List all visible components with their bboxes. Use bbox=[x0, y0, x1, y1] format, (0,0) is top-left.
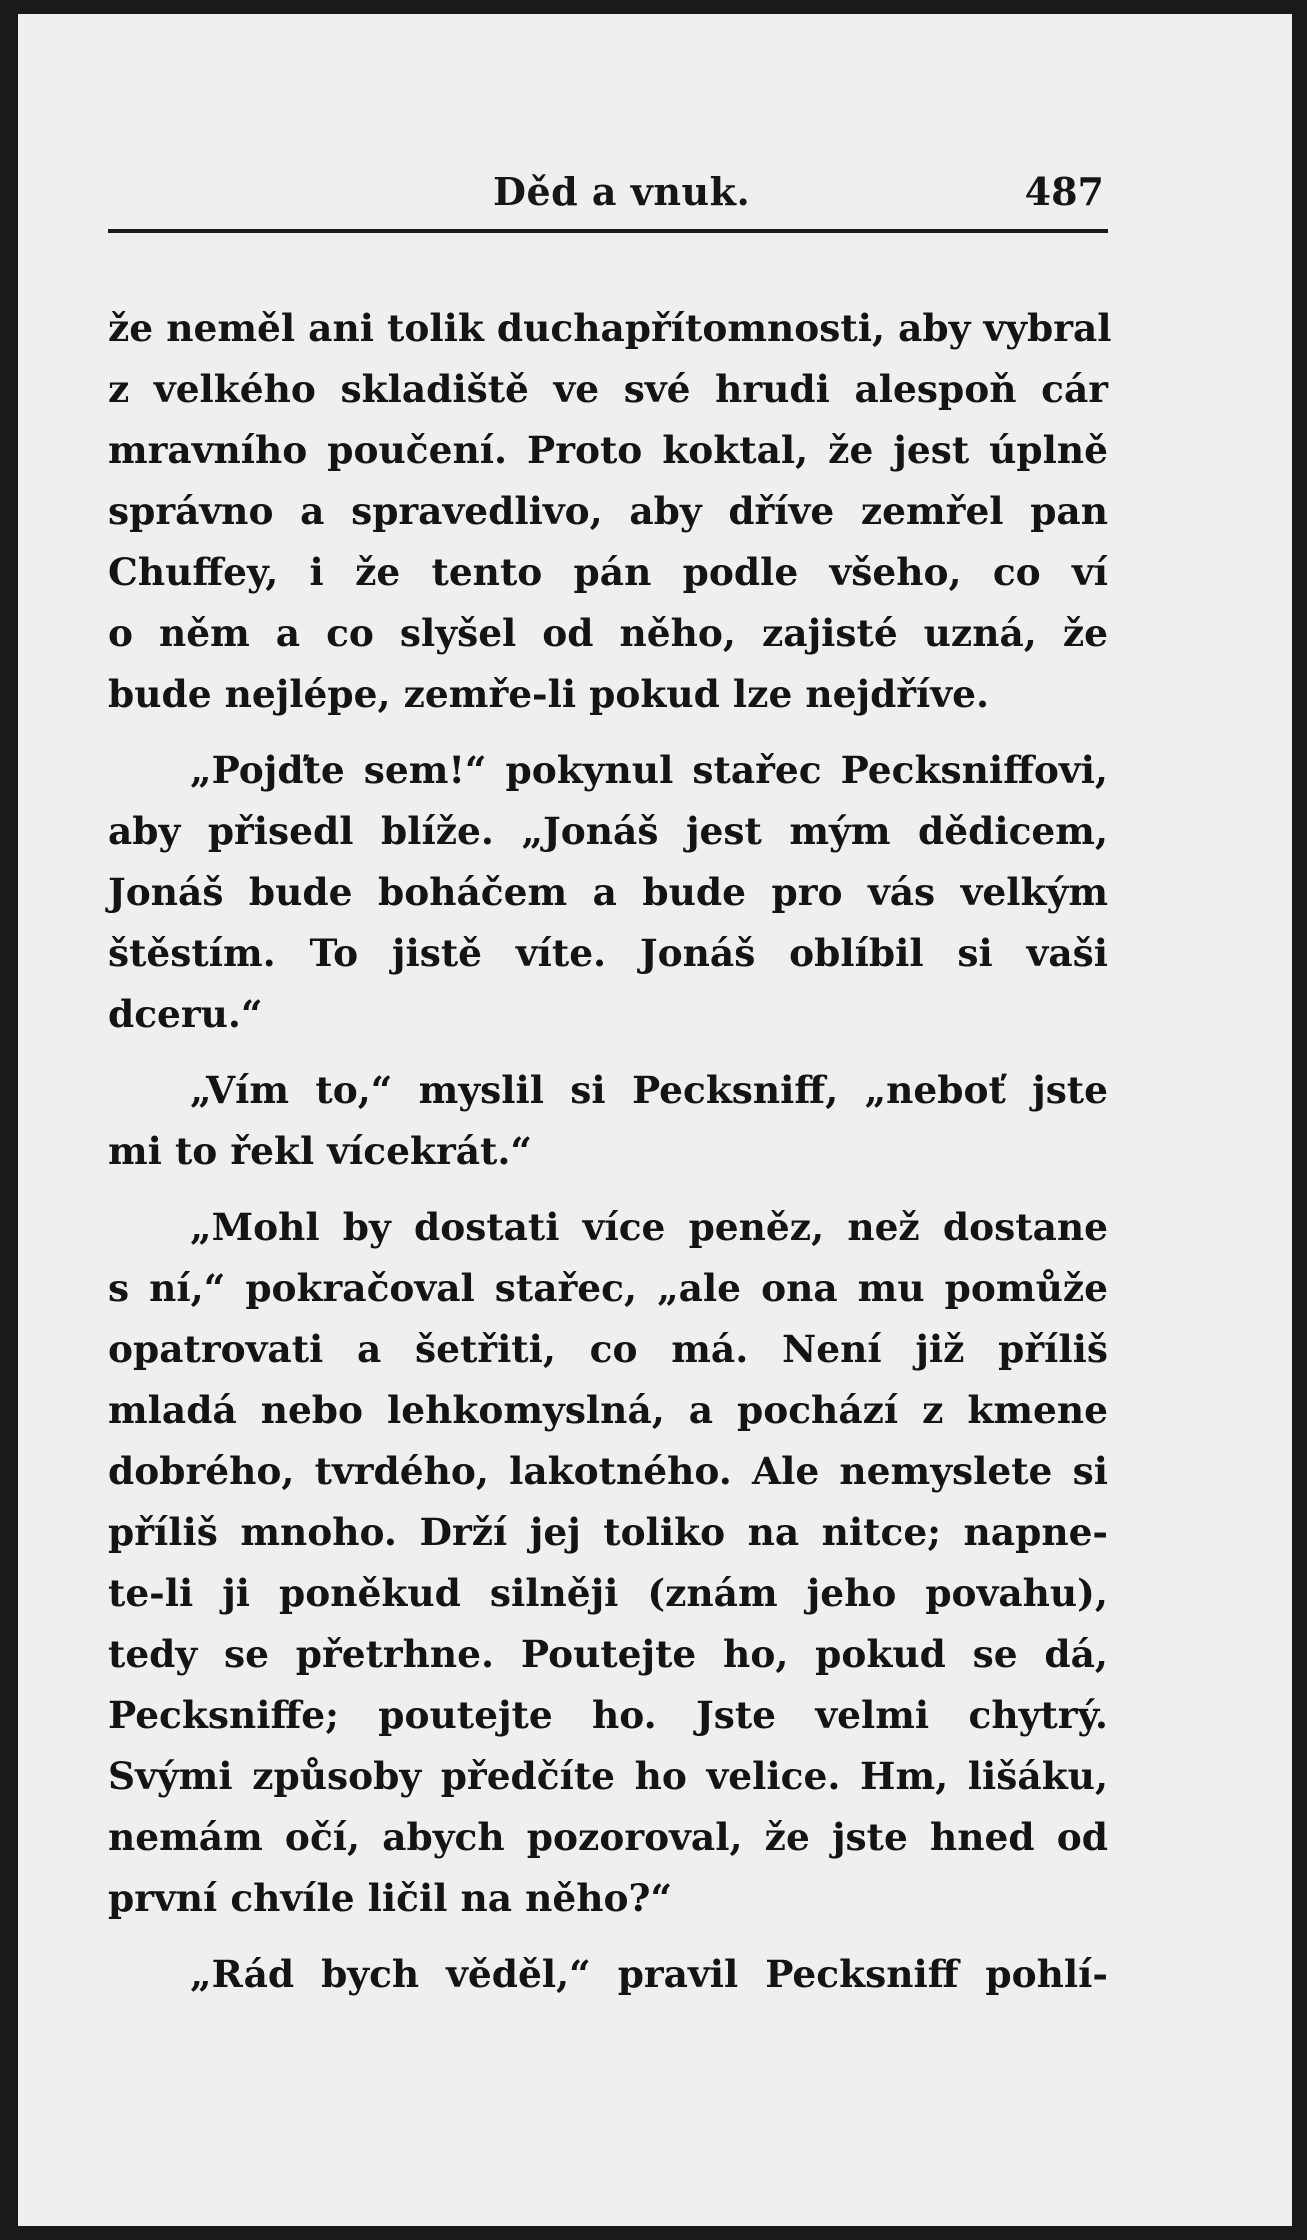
text-line: první chvíle ličil na něho?“ bbox=[108, 1876, 673, 1920]
text-line: bude nejlépe, zemře-li pokud lze nejdříve. bbox=[108, 672, 989, 716]
text-line: tedy se přetrhne. Poutejte ho, pokud se dá, bbox=[108, 1632, 1108, 1676]
text-line: dceru.“ bbox=[108, 992, 263, 1036]
text-line: štěstím. To jistě víte. Jonáš oblíbil si vaši bbox=[108, 931, 1108, 975]
text-line: „Mohl by dostati více peněz, než dostane bbox=[190, 1205, 1108, 1249]
text-line: „Pojďte sem!“ pokynul stařec Pecksniffovi, bbox=[190, 748, 1108, 792]
text-line: opatrovati a šetřiti, co má. Není již příliš bbox=[108, 1327, 1108, 1371]
text-line: te-li ji poněkud silněji (znám jeho povahu), bbox=[108, 1571, 1108, 1615]
text-line: dobrého, tvrdého, lakotného. Ale nemyslete si bbox=[108, 1449, 1108, 1493]
paragraph bbox=[108, 298, 1112, 725]
paragraph bbox=[108, 1944, 1108, 2005]
running-title: Děd a vnuk. bbox=[493, 169, 751, 214]
text-line: „Vím to,“ myslil si Pecksniff, „neboť jste bbox=[190, 1068, 1108, 1112]
text-line: mravního poučení. Proto koktal, že jest úplně bbox=[108, 428, 1108, 472]
text-line: Pecksniffe; poutejte ho. Jste velmi chytrý. bbox=[108, 1693, 1108, 1737]
text-line: mi to řekl vícekrát.“ bbox=[108, 1129, 532, 1173]
paragraph bbox=[108, 1060, 1108, 1182]
text-line: nemám očí, abych pozoroval, že jste hned od bbox=[108, 1815, 1108, 1859]
paragraph bbox=[108, 1197, 1108, 1929]
text-line: příliš mnoho. Drží jej toliko na nitce; napne- bbox=[108, 1510, 1108, 1554]
text-line: z velkého skladiště ve své hrudi alespoň cár bbox=[108, 367, 1108, 411]
text-line: Jonáš bude boháčem a bude pro vás velkým bbox=[108, 870, 1108, 914]
text-line: Svými způsoby předčíte ho velice. Hm, lišáku, bbox=[108, 1754, 1108, 1798]
text-line: Chuffey, i že tento pán podle všeho, co ví bbox=[108, 550, 1108, 594]
paragraph bbox=[108, 740, 1108, 1045]
page-number: 487 bbox=[1024, 169, 1104, 214]
body-text bbox=[108, 298, 1112, 2020]
text-line: „Rád bych věděl,“ pravil Pecksniff pohlí- bbox=[190, 1952, 1108, 1996]
text-line: aby přisedl blíže. „Jonáš jest mým dědicem, bbox=[108, 809, 1108, 853]
text-line: o něm a co slyšel od něho, zajisté uzná, že bbox=[108, 611, 1108, 655]
text-line: že neměl ani tolik duchapřítomnosti, aby vybral bbox=[108, 306, 1112, 350]
book-page bbox=[18, 14, 1292, 2226]
text-line: mladá nebo lehkomyslná, a pochází z kmene bbox=[108, 1388, 1108, 1432]
page-header bbox=[108, 165, 1108, 233]
text-line: správno a spravedlivo, aby dříve zemřel pan bbox=[108, 489, 1108, 533]
text-line: s ní,“ pokračoval stařec, „ale ona mu pomůže bbox=[108, 1266, 1108, 1310]
